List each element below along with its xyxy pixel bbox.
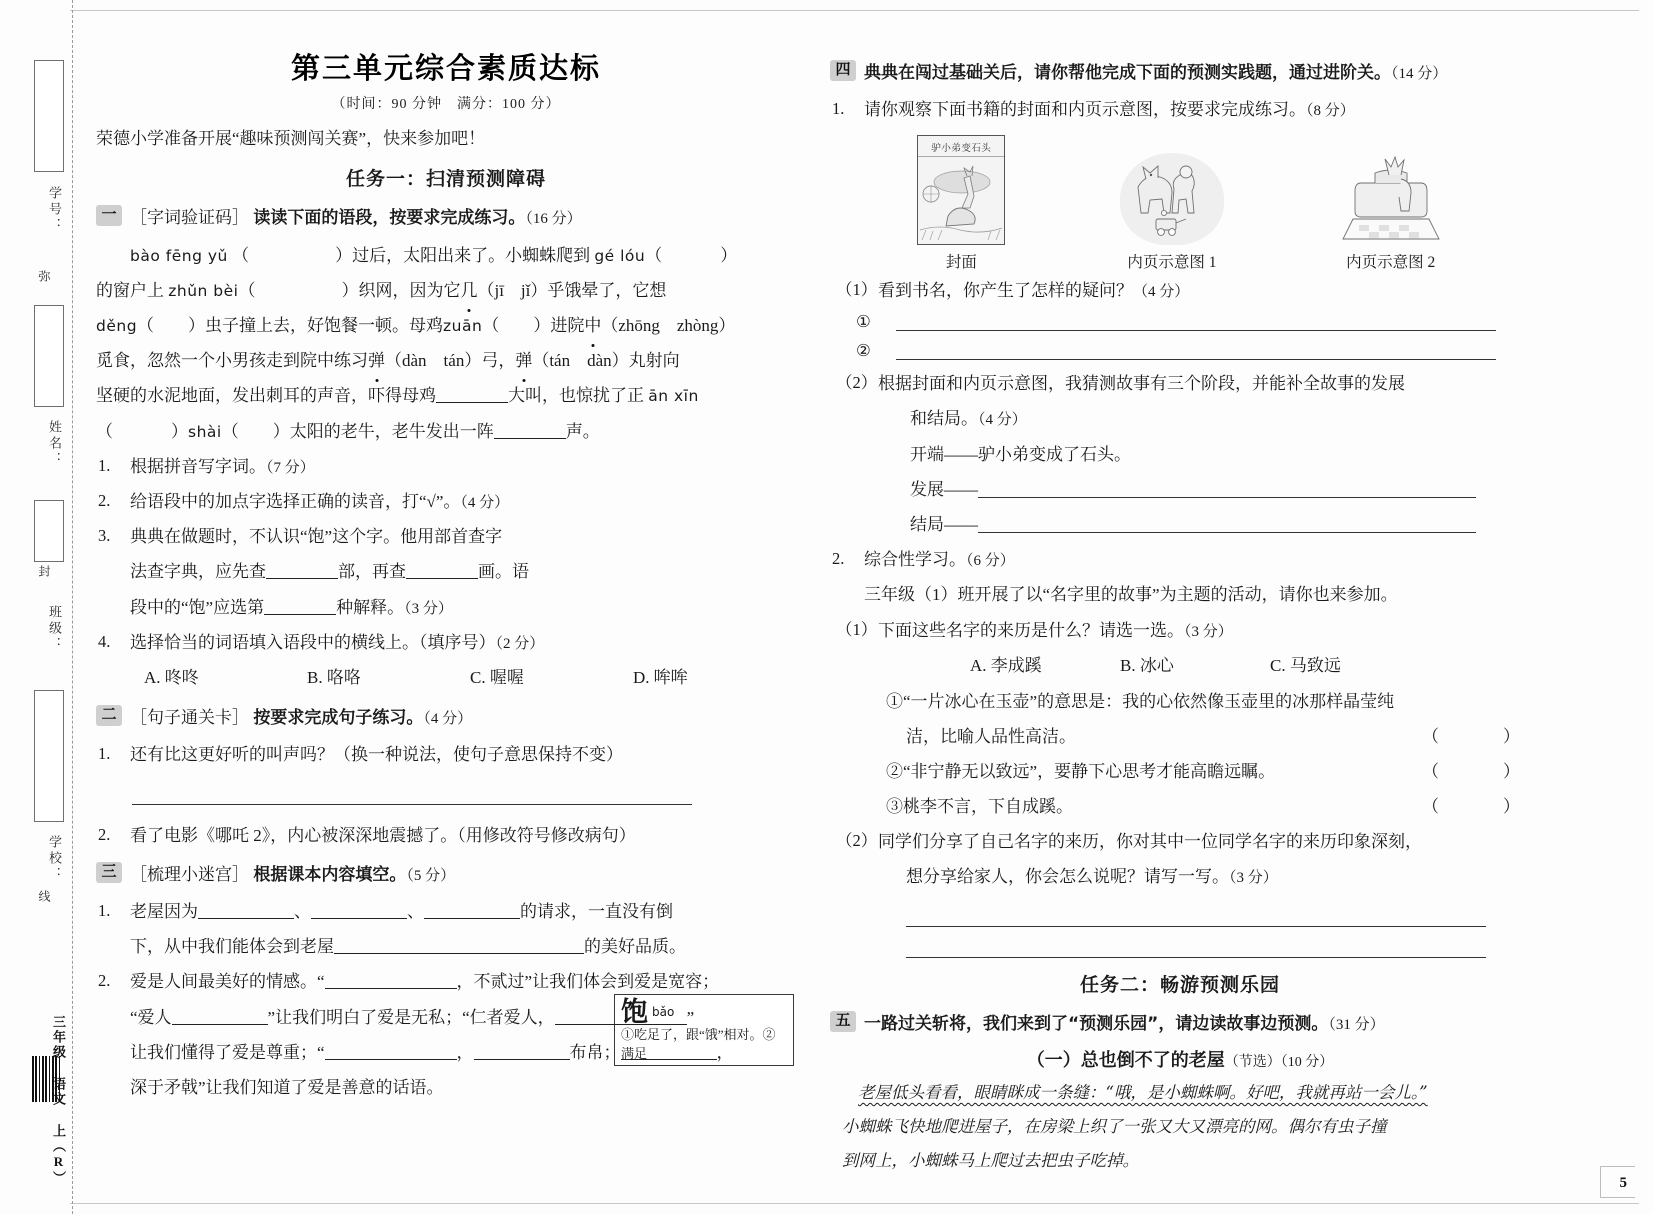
s3q1-e: 下，从中我们能体会到老屋 <box>130 937 334 957</box>
s3q1-c: 、 <box>407 902 424 922</box>
s3q2-number: 2. <box>98 971 111 991</box>
q3-line2a: 法查字典，应先查 <box>130 562 266 582</box>
inner-page-2-artwork <box>1339 153 1443 245</box>
book-illustration-row <box>830 135 1530 272</box>
s4-question-2 <box>830 543 1530 576</box>
book-label: 三年级 语文 上（R） <box>51 1015 66 1186</box>
inner-page-2-image <box>1339 153 1443 245</box>
story-stage-3-text: 结局—— <box>910 514 978 534</box>
passage-line-2: 的窗户上 zhǔn bèi（ ）织网，因为它几（jī jǐ）乎饿晕了，它想 <box>96 274 796 307</box>
s4q2sub2-line1: 同学们分享了自己名字的来历，你对其中一位同学名字的来历印象深刻， <box>878 832 1422 852</box>
s4q2sub2-line2-text: 想分享给家人，你会怎么说呢？请写一写。 <box>906 867 1229 887</box>
section-five-number: 五 <box>830 1011 856 1032</box>
seal-box-2 <box>34 305 64 407</box>
q1-number: 1. <box>98 455 111 475</box>
s4q2-intro-text: 三年级（1）班开展了以“名字里的故事”为主题的活动，请你也来参加。 <box>864 585 1398 605</box>
blank-marker-1: ① <box>856 311 871 331</box>
passage-line-3: děng（ ）虫子撞上去，好饱餐一顿。母鸡zuān（ ）进院中（zhōng zhòng） <box>96 309 796 342</box>
s4q2-item-1-text: ①“一片冰心在玉壶”的意思是：我的心依然像玉壶里的冰那样晶莹纯 <box>886 691 1395 711</box>
excerpt-text-1: 老屋低头看看，眼睛眯成一条缝：“哦，是小蜘蛛啊。好吧，我就再站一会儿。” <box>858 1083 1428 1103</box>
s4q1sub2-number: （2） <box>836 373 878 393</box>
section1-question-1 <box>96 450 796 483</box>
q4-option-d[interactable]: D. 哞哞 <box>633 668 688 687</box>
q3-line2-wrap <box>96 555 630 588</box>
excerpt-text-3: 到网上，小蜘蛛马上爬过去把虫子吃掉。 <box>842 1150 1139 1170</box>
s3q2-b: ，不贰过”让我们体会到爱是宽容； <box>456 972 720 992</box>
section3-question-1 <box>96 895 796 928</box>
blank-marker-2: ② <box>856 341 871 361</box>
answer-line-4[interactable] <box>978 513 1476 533</box>
page-number: 5 <box>1619 1175 1627 1191</box>
inner-page-1-image <box>1120 153 1224 245</box>
q3-line2c: 画。语 <box>478 562 529 582</box>
dictionary-definition: ①吃足了，跟“饿”相对。②满足 <box>621 1027 776 1062</box>
book-cover-image <box>917 135 1005 245</box>
s4q1sub1-score: （4 分） <box>1133 283 1190 300</box>
page-rule-top <box>70 10 1639 11</box>
name-label: 姓名： <box>47 420 62 468</box>
s4q1sub1-text: 看到书名，你产生了怎样的疑问？ <box>878 280 1133 300</box>
section-three-score: （5 分） <box>406 867 456 884</box>
seal-box-1 <box>34 60 64 172</box>
section-three-header <box>96 858 796 891</box>
section-three-tag: ［梳理小迷宫］ <box>130 864 249 884</box>
s3q1-b: 、 <box>294 902 311 922</box>
section-four-number: 四 <box>830 60 856 81</box>
s2q2-number: 2. <box>98 824 111 844</box>
s4q2-score: （6 分） <box>966 553 1015 570</box>
book-cover-title: 驴小弟变石头 <box>918 140 1004 157</box>
story-stage-3 <box>830 508 1530 541</box>
s3q1-a: 老屋因为 <box>130 902 198 922</box>
q2-text: 给语段中的加点字选择正确的读音，打“√”。 <box>130 491 461 511</box>
s4q1sub2-score: （4 分） <box>978 412 1027 429</box>
pinyin-baofengyu: bào fēng yǔ <box>130 246 228 265</box>
page-rule-bottom <box>70 1203 1639 1204</box>
s3q2-line4 <box>96 1071 796 1104</box>
excerpt-line-1 <box>830 1076 1530 1110</box>
q3-line1: 典典在做题时，不认识“饱”这个字。他用部首查字 <box>130 527 503 547</box>
passage-line-5: 坚硬的水泥地面，发出刺耳的声音，吓得母鸡 大叫，也惊扰了正 ān xīn <box>96 386 699 406</box>
s4q2sub1-score: （3 分） <box>1184 623 1233 640</box>
pinyin-shai: shài <box>188 422 222 441</box>
story-stage-2 <box>830 473 1530 506</box>
pinyin-gelou: gé lóu <box>594 246 646 265</box>
section-three-title: 根据课本内容填空。 <box>253 864 407 885</box>
section-four-header <box>830 56 1530 89</box>
answer-paren-1[interactable]: （ ） <box>1422 726 1530 746</box>
school-label: 学校： <box>47 835 62 883</box>
s2q1-answer-line[interactable] <box>132 774 692 805</box>
q4-option-a[interactable]: A. 咚咚 <box>144 668 199 687</box>
passage-title-row <box>830 1046 1530 1072</box>
s3q1-number: 1. <box>98 901 111 921</box>
section1-question-4 <box>96 626 796 659</box>
inner-page-2-caption: 内页示意图 2 <box>1346 253 1436 271</box>
section1-question-2 <box>96 485 796 518</box>
q4-option-c[interactable]: C. 喔喔 <box>470 668 524 687</box>
passage-text-2a: 的窗户上 <box>96 281 164 301</box>
s4q1sub1-blank-1 <box>830 309 1530 336</box>
s4q2sub2-line2 <box>830 860 1530 893</box>
answer-line-3[interactable] <box>978 478 1476 498</box>
q3-line3a: 段中的“饱”应选第 <box>130 597 265 617</box>
s4q2-option-a[interactable]: A. 李成蹊 <box>970 655 1042 675</box>
q1-score: （7 分） <box>266 459 315 476</box>
s4q2sub2-number: （2） <box>836 831 878 851</box>
q2-number: 2. <box>98 490 111 510</box>
section-five-header <box>830 1007 1530 1040</box>
section-one-title: 读读下面的语段，按要求完成练习。 <box>253 208 526 229</box>
s3q2-f: 让我们懂得了爱是尊重；“ <box>130 1042 325 1062</box>
s4q1-text: 请你观察下面书籍的封面和内页示意图，按要求完成练习。 <box>864 100 1306 120</box>
section-one-tag: ［字词验证码］ <box>130 208 249 228</box>
section1-question-3 <box>96 520 630 553</box>
page-subtitle: （时间：90 分钟 满分：100 分） <box>331 97 561 112</box>
s3q2-i: ， <box>716 1042 734 1062</box>
q3-line2b: 部，再查 <box>338 562 406 582</box>
q3-number: 3. <box>98 526 111 546</box>
q4-option-b[interactable]: B. 咯咯 <box>307 668 361 687</box>
s3q1-f: 的美好品质。 <box>584 937 686 957</box>
passage-line-6: （ ）shài（ ）太阳的老牛，老牛发出一阵 声。 <box>96 421 600 441</box>
story-stage-2-text: 发展—— <box>910 479 978 499</box>
s4q2-options <box>830 649 1530 683</box>
answer-line-2[interactable] <box>896 340 1496 360</box>
class-label: 班级： <box>47 605 62 653</box>
s4-question-1 <box>830 93 1530 126</box>
q4-options <box>96 661 796 695</box>
section-two-number: 二 <box>96 705 122 726</box>
section-two-score: （4 分） <box>423 711 473 727</box>
s3q2-j: 深于矛戟”让我们知道了爱是善意的话语。 <box>130 1077 444 1097</box>
section-two-header <box>96 701 796 734</box>
dictionary-headword: 饱 <box>621 997 648 1029</box>
story-stage-1 <box>830 438 1530 471</box>
s4q2-sub1 <box>830 614 1530 647</box>
s4q1sub2-line1: 根据封面和内页示意图，我猜测故事有三个阶段，并能补全故事的发展 <box>878 374 1405 394</box>
section3-question-2 <box>96 965 796 998</box>
s4q2-intro <box>830 578 1530 611</box>
book-cover-item <box>917 135 1005 272</box>
section-five-title: 一路过关斩将，我们来到了“预测乐园”，请边读故事边预测。 <box>864 1013 1329 1034</box>
s3q2-d: ”让我们明白了爱是无私；“仁者爱人， <box>267 1007 555 1027</box>
q4-score: （2 分） <box>495 635 545 652</box>
s4q2-item-2-text: ②“非宁静无以致远”，要静下心思考才能高瞻远瞩。 <box>886 762 1276 782</box>
s4q2sub1-text: 下面这些名字的来历是什么？请选一选。 <box>878 620 1184 640</box>
s4q1-number: 1. <box>832 99 845 119</box>
lead-sentence: 荣德小学准备开展“趣味预测闯关赛”，快来参加吧！ <box>96 129 486 148</box>
section-five-score: （31 分） <box>1328 1016 1385 1033</box>
inner-page-1-caption: 内页示意图 1 <box>1127 253 1217 271</box>
passage-text-6b: 声。 <box>565 421 600 441</box>
task-one-heading: 任务一：扫清预测障碍 <box>345 168 546 191</box>
inner-page-2-item <box>1339 153 1443 272</box>
section-four-score: （14 分） <box>1391 66 1448 82</box>
passage-title: （一）总也倒不了的老屋 <box>1026 1050 1225 1072</box>
s3q2-a: 爱是人间最美好的情感。“ <box>130 972 325 992</box>
s3q2-line2 <box>96 997 796 1034</box>
s4q1-score: （8 分） <box>1306 103 1355 120</box>
s3q2-e: ” <box>686 1007 695 1027</box>
page-number-frame <box>1600 1166 1635 1198</box>
seal-char: 封 <box>37 565 51 583</box>
q3-line3b: 种解释。 <box>336 597 405 617</box>
s4q2-item-1b <box>830 720 1530 753</box>
section-four-title: 典典在闯过基础关后，请你帮他完成下面的预测实践题，通过进阶关。 <box>864 63 1391 83</box>
s4q1sub2-line2-text: 和结局。 <box>910 409 978 429</box>
section-two-tag: ［句子通关卡］ <box>130 708 249 727</box>
inner-page-1-item <box>1120 153 1224 272</box>
excerpt-line-2 <box>830 1110 1530 1144</box>
s2q1-number: 1. <box>98 744 111 764</box>
right-column <box>830 30 1530 1178</box>
excerpt-line-3 <box>830 1144 1530 1178</box>
s4q1sub1-number: （1） <box>836 279 878 299</box>
passage-text-1: 过后，太阳出来了。小蜘蛛爬到 <box>352 245 591 265</box>
s3q1-d: 的请求，一直没有倒 <box>520 902 673 922</box>
pinyin-zuan: zuān <box>443 317 483 336</box>
s4q1sub2-line2 <box>830 402 1530 435</box>
seal-box-4 <box>34 690 64 822</box>
task-two-heading: 任务二：畅游预测乐园 <box>1079 973 1280 996</box>
s4q2sub1-number: （1） <box>836 619 878 639</box>
s3q2-c: “爱人 <box>130 1007 172 1027</box>
seal-label: 弥 <box>37 270 51 288</box>
s4q1-sub2 <box>830 367 1530 400</box>
answer-paren-2[interactable]: （ ） <box>1422 762 1530 782</box>
dictionary-pinyin: bǎo <box>652 1005 675 1020</box>
section-three-number: 三 <box>96 862 122 883</box>
answer-paren-3[interactable]: （ ） <box>1422 797 1530 817</box>
q4-number: 4. <box>98 631 111 651</box>
s3q2-line3 <box>96 1036 796 1069</box>
passage-text-6: 太阳的老牛，老牛发出一阵 <box>289 421 494 441</box>
story-stage-1-text: 开端——驴小弟变成了石头。 <box>910 444 1131 464</box>
answer-line-1[interactable] <box>896 311 1496 331</box>
excerpt-text-2: 小蜘蛛飞快地爬进屋子，在房梁上织了一张又大又漂亮的网。偶尔有虫子撞 <box>842 1116 1387 1136</box>
binding-strip <box>0 0 73 1214</box>
s4q2-item-3-text: ③桃李不言，下自成蹊。 <box>886 797 1073 817</box>
passage-line-1: bào fēng yǔ （ ）过后，太阳出来了。小蜘蛛爬到 gé lóu（ ） <box>130 245 738 265</box>
s4q2-number: 2. <box>832 549 845 569</box>
page-title: 第三单元综合素质达标 <box>290 51 601 85</box>
s4q2sub2-answer-line-1[interactable] <box>906 896 1486 927</box>
seal-box-3 <box>34 500 64 562</box>
section-one-number: 一 <box>96 205 122 226</box>
s2q2-text: 看了电影《哪吒 2》，内心被深深地震撼了。（用修改符号修改病句） <box>130 825 636 845</box>
section-one-header <box>96 201 796 234</box>
line-char: 线 <box>37 890 51 908</box>
s4q2sub2-score: （3 分） <box>1229 870 1278 887</box>
s4q2-item-2 <box>830 755 1530 788</box>
section-two-title: 按要求完成句子练习。 <box>253 708 424 728</box>
s4q2-option-b[interactable]: B. 冰心 <box>1120 655 1174 675</box>
cover-artwork <box>918 160 1004 244</box>
s4q2-option-c[interactable]: C. 马致远 <box>1270 655 1341 675</box>
s4q2-item-1 <box>830 685 1530 718</box>
section-one-score: （16 分） <box>525 211 582 228</box>
s4q2-item-1b-text: 洁，比喻人品性高洁。 <box>906 726 1076 746</box>
section2-question-1 <box>96 738 796 771</box>
s4q2-item-3 <box>830 790 1530 823</box>
q4-text: 选择恰当的词语填入语段中的横线上。（填序号） <box>130 632 496 652</box>
pinyin-zhunbei: zhǔn bèi <box>168 282 239 301</box>
book-cover-caption: 封面 <box>945 253 977 271</box>
s3q1-line2 <box>96 930 796 963</box>
left-column <box>96 30 796 1106</box>
s4q1sub1-blank-2 <box>830 338 1530 365</box>
section2-question-2 <box>96 819 796 852</box>
passage-note: （节选） <box>1224 1055 1281 1071</box>
s3q2-g: ， <box>456 1042 474 1062</box>
q3-line3-wrap <box>96 591 796 624</box>
q3-score: （3 分） <box>404 600 453 617</box>
exam-no-label: 学号： <box>47 186 62 234</box>
inner-page-1-artwork <box>1120 153 1224 245</box>
passage-score: （10 分） <box>1280 1055 1334 1071</box>
s4q2-text: 综合性学习。 <box>864 550 966 570</box>
q1-text: 根据拼音写字词。 <box>130 456 266 476</box>
passage-line-4: 觅食，忽然一个小男孩走到院中练习弹（dàn tán）弓，弹（tán dàn）丸射向 <box>96 344 796 377</box>
pinyin-deng: děng <box>96 317 138 336</box>
q2-score: （4 分） <box>460 494 510 511</box>
s2q1-text: 还有比这更好听的叫声吗？（换一种说法，使句子意思保持不变） <box>130 745 623 765</box>
s4q2-sub2 <box>830 825 1530 858</box>
s4q1-sub1 <box>830 274 1530 307</box>
s4q2sub2-answer-line-2[interactable] <box>906 927 1486 958</box>
pinyin-anxin: ān xīn <box>648 387 699 406</box>
s3q2-h: 布帛； <box>569 1042 621 1062</box>
